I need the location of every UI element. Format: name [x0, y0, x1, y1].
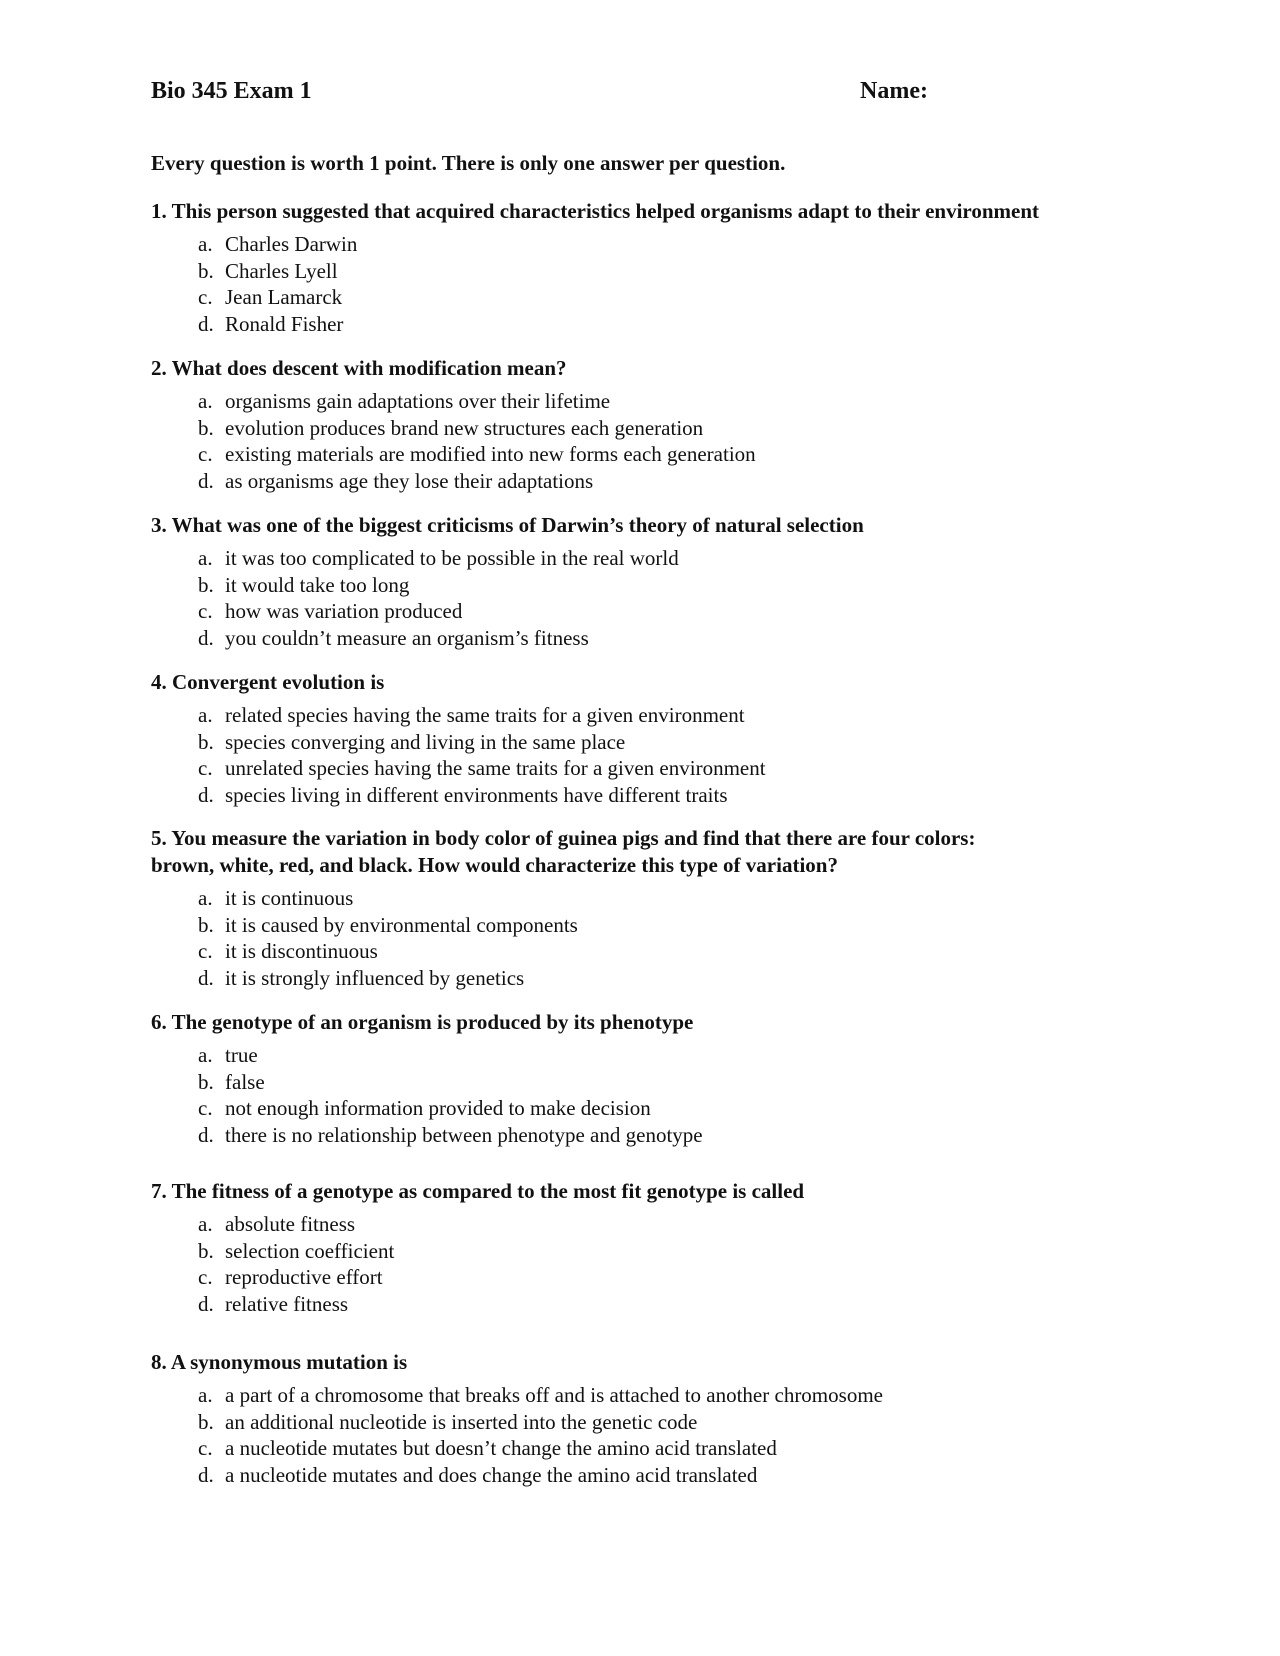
option-b	[151, 1238, 1151, 1265]
option-a	[151, 1042, 1151, 1069]
question-7	[151, 1178, 1151, 1317]
option-text: false	[225, 1069, 265, 1094]
option-text: existing materials are modified into new forms each generation	[225, 442, 756, 466]
option-letter: b.	[198, 729, 214, 754]
option-b	[151, 912, 1151, 939]
option-d	[151, 311, 1151, 338]
option-d	[151, 468, 1151, 495]
question-text: 7. The fitness of a genotype as compared to the most fit genotype is called	[151, 1179, 805, 1203]
option-a	[151, 231, 1151, 258]
option-text: evolution produces brand new structures each generation	[225, 415, 704, 440]
option-a	[151, 1211, 1151, 1238]
question-4	[151, 669, 1151, 808]
option-a	[151, 1382, 1151, 1409]
option-d	[151, 1462, 1151, 1489]
option-letter: b.	[198, 415, 214, 440]
option-text: it is caused by environmental components	[225, 912, 578, 937]
name-label: Name:	[860, 78, 928, 104]
option-letter: a.	[198, 232, 213, 256]
option-list	[151, 1382, 1151, 1488]
option-c	[151, 284, 1151, 311]
option-letter: c.	[198, 1096, 213, 1120]
question-6	[151, 1009, 1151, 1148]
option-letter: d.	[198, 468, 214, 493]
option-letter: d.	[198, 782, 214, 807]
option-d	[151, 1291, 1151, 1318]
option-c	[151, 441, 1151, 468]
option-text: Charles Darwin	[225, 232, 358, 256]
option-b	[151, 1409, 1151, 1436]
option-list	[151, 545, 1151, 651]
option-text: how was variation produced	[225, 599, 463, 623]
question-text-line-2: brown, white, red, and black. How would characterize this type of variation?	[151, 853, 838, 877]
option-b	[151, 415, 1151, 442]
option-letter: c.	[198, 442, 213, 466]
option-c	[151, 755, 1151, 782]
option-d	[151, 1122, 1151, 1149]
option-letter: a.	[198, 1383, 213, 1407]
option-text: species living in different environments have different traits	[225, 782, 728, 807]
option-text: selection coefficient	[225, 1238, 395, 1263]
option-d	[151, 965, 1151, 992]
option-b	[151, 729, 1151, 756]
option-text: unrelated species having the same traits for a given environment	[225, 756, 766, 780]
question-8	[151, 1349, 1151, 1488]
option-text: it is continuous	[225, 886, 354, 910]
option-text: related species having the same traits for a given environment	[225, 703, 745, 727]
question-1	[151, 198, 1151, 337]
option-letter: a.	[198, 703, 213, 727]
option-text: true	[225, 1043, 258, 1067]
option-text: species converging and living in the same place	[225, 729, 626, 754]
option-text: there is no relationship between phenotype and genotype	[225, 1122, 703, 1147]
question-text: 4. Convergent evolution is	[151, 670, 385, 694]
option-text: an additional nucleotide is inserted into the genetic code	[225, 1409, 698, 1434]
question-text: 6. The genotype of an organism is produced by its phenotype	[151, 1010, 694, 1034]
exam-title: Bio 345 Exam 1	[151, 78, 312, 104]
option-text: it is strongly influenced by genetics	[225, 965, 525, 990]
option-text: Charles Lyell	[225, 258, 338, 283]
question-text: 3. What was one of the biggest criticisms of Darwin’s theory of natural selection	[151, 513, 864, 537]
question-text: 8. A synonymous mutation is	[151, 1350, 408, 1374]
option-text: not enough information provided to make decision	[225, 1096, 651, 1120]
question-3	[151, 512, 1151, 651]
question-text	[151, 825, 1151, 879]
option-letter: d.	[198, 1122, 214, 1147]
option-text: it is discontinuous	[225, 939, 378, 963]
option-b	[151, 1069, 1151, 1096]
question-2	[151, 355, 1151, 494]
option-letter: b.	[198, 1238, 214, 1263]
option-b	[151, 258, 1151, 285]
option-letter: c.	[198, 939, 213, 963]
option-list	[151, 702, 1151, 808]
option-letter: c.	[198, 756, 213, 780]
option-letter: b.	[198, 572, 214, 597]
option-letter: c.	[198, 1436, 213, 1460]
option-text: Jean Lamarck	[225, 285, 343, 309]
option-letter: c.	[198, 1265, 213, 1289]
option-letter: b.	[198, 912, 214, 937]
option-list	[151, 388, 1151, 494]
option-letter: d.	[198, 1462, 214, 1487]
instructions: Every question is worth 1 point. There is only one answer per question.	[151, 151, 786, 175]
option-list	[151, 1042, 1151, 1148]
option-letter: a.	[198, 546, 213, 570]
option-text: organisms gain adaptations over their lifetime	[225, 389, 611, 413]
option-letter: b.	[198, 258, 214, 283]
option-list	[151, 1211, 1151, 1317]
option-list	[151, 231, 1151, 337]
option-c	[151, 1095, 1151, 1122]
option-c	[151, 598, 1151, 625]
option-a	[151, 545, 1151, 572]
option-letter: a.	[198, 886, 213, 910]
option-a	[151, 388, 1151, 415]
option-d	[151, 625, 1151, 652]
option-letter: c.	[198, 599, 213, 623]
option-letter: d.	[198, 311, 214, 336]
option-letter: d.	[198, 965, 214, 990]
option-text: a nucleotide mutates but doesn’t change the amino acid translated	[225, 1436, 777, 1460]
option-text: as organisms age they lose their adaptations	[225, 468, 594, 493]
question-text: 1. This person suggested that acquired characteristics helped organisms adapt to their environment	[151, 199, 1040, 223]
option-list	[151, 885, 1151, 991]
option-a	[151, 702, 1151, 729]
option-text: a part of a chromosome that breaks off and is attached to another chromosome	[225, 1383, 883, 1407]
option-text: Ronald Fisher	[225, 311, 344, 336]
option-a	[151, 885, 1151, 912]
option-letter: d.	[198, 625, 214, 650]
option-letter: b.	[198, 1069, 214, 1094]
option-text: a nucleotide mutates and does change the amino acid translated	[225, 1462, 758, 1487]
option-d	[151, 782, 1151, 809]
option-letter: a.	[198, 1043, 213, 1067]
question-text-line-1: 5. You measure the variation in body color of guinea pigs and find that there are four colors:	[151, 826, 976, 850]
option-text: it would take too long	[225, 572, 410, 597]
option-letter: b.	[198, 1409, 214, 1434]
option-text: you couldn’t measure an organism’s fitness	[225, 625, 589, 650]
option-text: relative fitness	[225, 1291, 349, 1316]
question-5	[151, 825, 1151, 991]
option-c	[151, 1435, 1151, 1462]
option-c	[151, 1264, 1151, 1291]
option-text: it was too complicated to be possible in the real world	[225, 546, 679, 570]
option-letter: a.	[198, 389, 213, 413]
option-text: absolute fitness	[225, 1212, 356, 1236]
option-letter: c.	[198, 285, 213, 309]
option-c	[151, 938, 1151, 965]
option-b	[151, 572, 1151, 599]
option-letter: a.	[198, 1212, 213, 1236]
question-text: 2. What does descent with modification mean?	[151, 356, 567, 380]
option-text: reproductive effort	[225, 1265, 383, 1289]
option-letter: d.	[198, 1291, 214, 1316]
